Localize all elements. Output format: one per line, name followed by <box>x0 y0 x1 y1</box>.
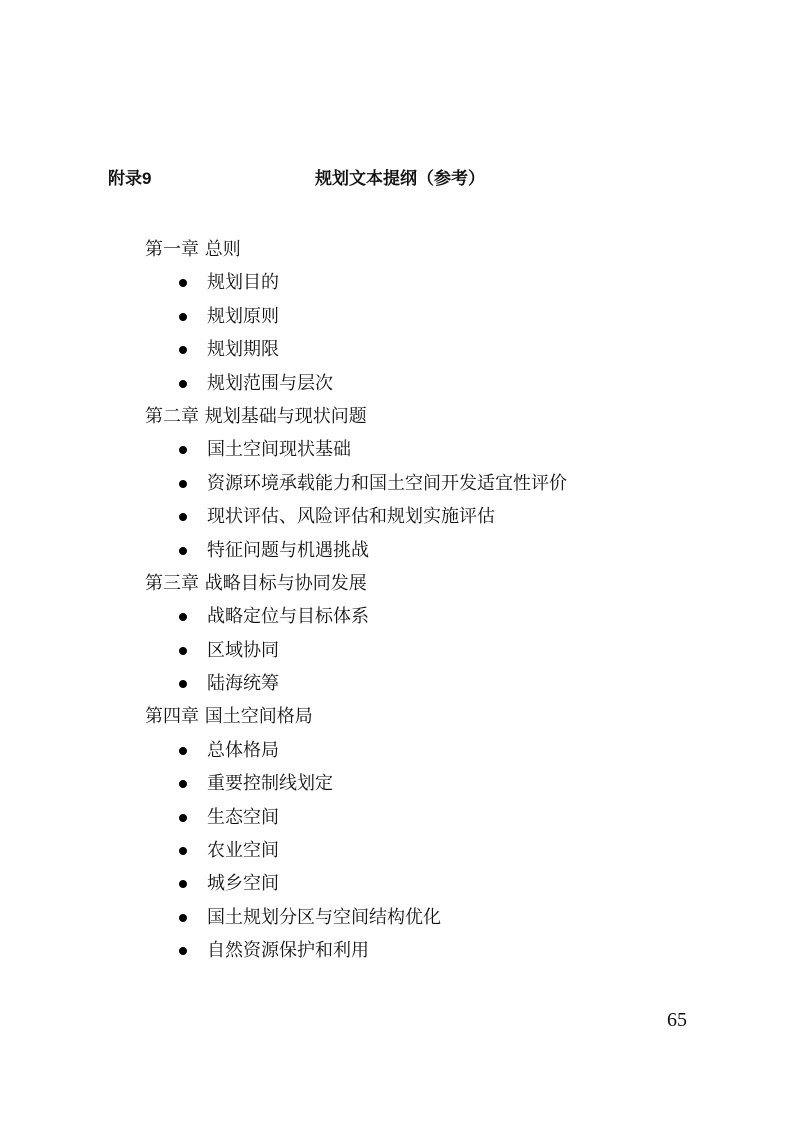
list-item-text: 国土空间现状基础 <box>207 439 351 461</box>
list-item <box>0 333 793 366</box>
list-item <box>0 934 793 967</box>
list-item-text: 资源环境承载能力和国土空间开发适宜性评价 <box>207 472 567 494</box>
bullet-icon <box>179 279 187 287</box>
page-number: 65 <box>667 1009 687 1031</box>
list-item-text: 农业空间 <box>207 840 279 862</box>
chapter-title: 第二章 规划基础与现状问题 <box>145 405 367 427</box>
bullet-icon <box>179 480 187 488</box>
list-item <box>0 433 793 466</box>
bullet-icon <box>179 914 187 922</box>
bullet-icon <box>179 380 187 388</box>
list-item-text: 总体格局 <box>207 739 279 761</box>
bullet-icon <box>179 847 187 855</box>
bullet-icon <box>179 680 187 688</box>
list-item-text: 生态空间 <box>207 806 279 828</box>
list-item <box>0 734 793 767</box>
list-item-text: 陆海统筹 <box>207 673 279 695</box>
bullet-icon <box>179 647 187 655</box>
list-item-text: 自然资源保护和利用 <box>207 940 369 962</box>
list-item-text: 国土规划分区与空间结构优化 <box>207 906 441 928</box>
list-item <box>0 600 793 633</box>
bullet-icon <box>179 747 187 755</box>
bullet-icon <box>179 513 187 521</box>
list-item-text: 区域协同 <box>207 639 279 661</box>
list-item-text: 战略定位与目标体系 <box>207 606 369 628</box>
list-item-text: 特征问题与机遇挑战 <box>207 539 369 561</box>
list-item <box>0 534 793 567</box>
list-item-text: 重要控制线划定 <box>207 773 333 795</box>
list-item <box>0 867 793 900</box>
list-item <box>0 667 793 700</box>
bullet-icon <box>179 814 187 822</box>
list-item <box>0 467 793 500</box>
page-title: 规划文本提纲（参考） <box>315 169 485 188</box>
bullet-icon <box>179 880 187 888</box>
bullet-icon <box>179 547 187 555</box>
list-item-text: 规划目的 <box>207 272 279 294</box>
chapter-title: 第一章 总则 <box>145 239 241 260</box>
chapter-title: 第三章 战略目标与协同发展 <box>145 572 367 594</box>
list-item-text: 现状评估、风险评估和规划实施评估 <box>207 506 495 528</box>
bullet-icon <box>179 613 187 621</box>
appendix-label: 附录9 <box>108 169 152 188</box>
bullet-icon <box>179 313 187 321</box>
list-item <box>0 834 793 867</box>
list-item <box>0 634 793 667</box>
chapter-title: 第四章 国土空间格局 <box>145 706 313 728</box>
bullet-icon <box>179 446 187 454</box>
list-item-text: 城乡空间 <box>207 873 279 895</box>
list-item <box>0 901 793 934</box>
list-item <box>0 300 793 333</box>
list-item <box>0 367 793 400</box>
bullet-icon <box>179 346 187 354</box>
list-item <box>0 500 793 533</box>
bullet-icon <box>179 780 187 788</box>
list-item-text: 规划原则 <box>207 305 279 327</box>
list-item <box>0 801 793 834</box>
list-item <box>0 767 793 800</box>
outline-list <box>0 233 793 968</box>
list-item <box>0 266 793 299</box>
list-item-text: 规划范围与层次 <box>207 372 333 394</box>
list-item-text: 规划期限 <box>207 339 279 361</box>
bullet-icon <box>179 947 187 955</box>
